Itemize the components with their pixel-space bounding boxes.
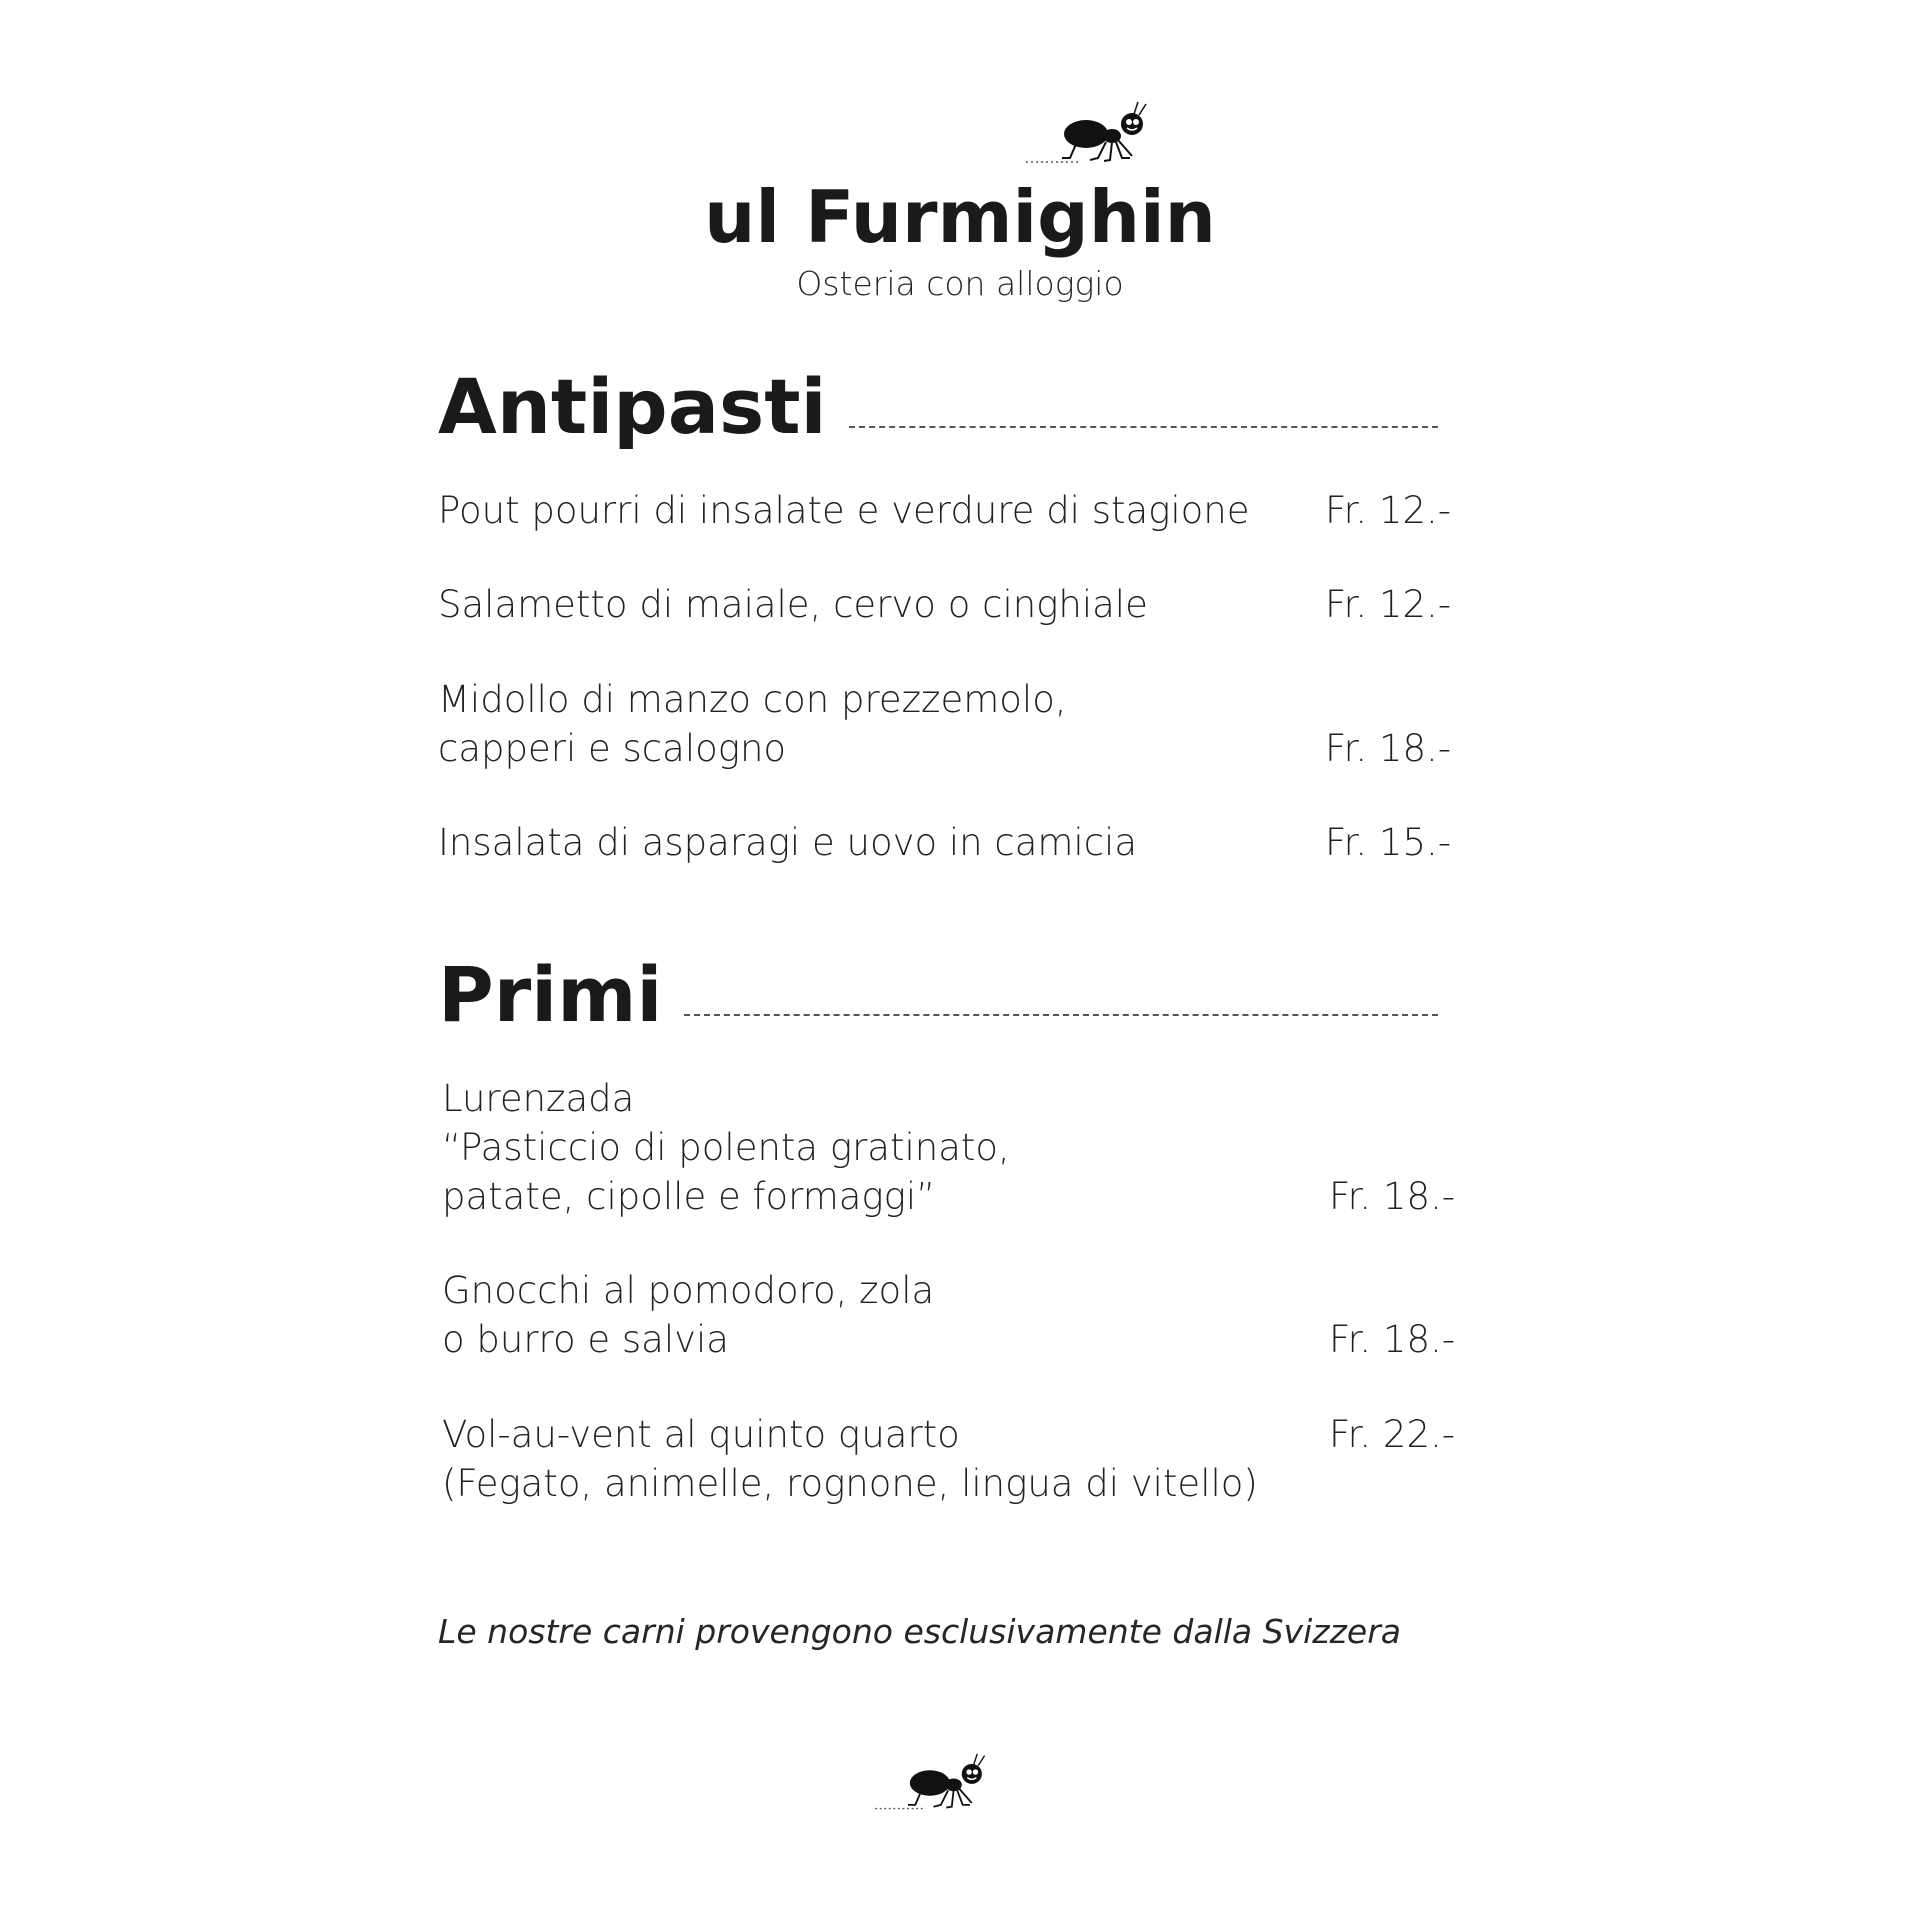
restaurant-subtitle: Osteria con alloggio bbox=[796, 264, 1124, 303]
menu-item bbox=[442, 1410, 1456, 1508]
ant-logo-icon bbox=[1026, 100, 1166, 168]
section-heading-antipasti bbox=[438, 362, 1438, 452]
menu-item bbox=[438, 486, 1452, 535]
menu-item bbox=[442, 1266, 1456, 1364]
ant-logo-icon bbox=[874, 1752, 1004, 1814]
menu-item-price: Fr. 12.- bbox=[1325, 583, 1452, 626]
footer-note: Le nostre carni provengono esclusivamente dalla Svizzera bbox=[438, 1612, 1401, 1651]
section-heading-primi bbox=[438, 950, 1438, 1040]
menu-item-price: Fr. 18.- bbox=[1329, 1318, 1456, 1361]
dashed-divider bbox=[849, 426, 1438, 428]
section-title: Primi bbox=[438, 950, 663, 1039]
menu-item-price: Fr. 12.- bbox=[1325, 489, 1452, 532]
menu-item bbox=[438, 675, 1452, 773]
menu-item-price: Fr. 15.- bbox=[1325, 821, 1452, 864]
section-title: Antipasti bbox=[438, 362, 827, 451]
menu-item-name: Gnocchi al pomodoro, zola o burro e salvia bbox=[442, 1269, 935, 1361]
menu-item-name: Vol-au-vent al quinto quarto (Fegato, animelle, rognone, lingua di vitello) bbox=[442, 1413, 1258, 1505]
menu-item-price: Fr. 18.- bbox=[1325, 727, 1452, 770]
menu-item-name: Salametto di maiale, cervo o cinghiale bbox=[438, 583, 1148, 626]
menu-item bbox=[438, 580, 1452, 629]
menu-item-name: Pout pourri di insalate e verdure di stagione bbox=[438, 489, 1250, 532]
dashed-divider bbox=[684, 1014, 1438, 1016]
menu-item-price: Fr. 18.- bbox=[1329, 1175, 1456, 1218]
menu-item bbox=[438, 818, 1452, 867]
menu-item-price: Fr. 22.- bbox=[1329, 1413, 1456, 1456]
menu-item-name: Insalata di asparagi e uovo in camicia bbox=[438, 821, 1138, 864]
menu-item-name: Midollo di manzo con prezzemolo, capperi e scalogno bbox=[438, 678, 1067, 770]
menu-item bbox=[442, 1074, 1456, 1221]
menu-item-name: Lurenzada “Pasticcio di polenta gratinato, patate, cipolle e formaggi” bbox=[442, 1077, 1010, 1218]
restaurant-title: ul Furmighin bbox=[704, 175, 1216, 259]
